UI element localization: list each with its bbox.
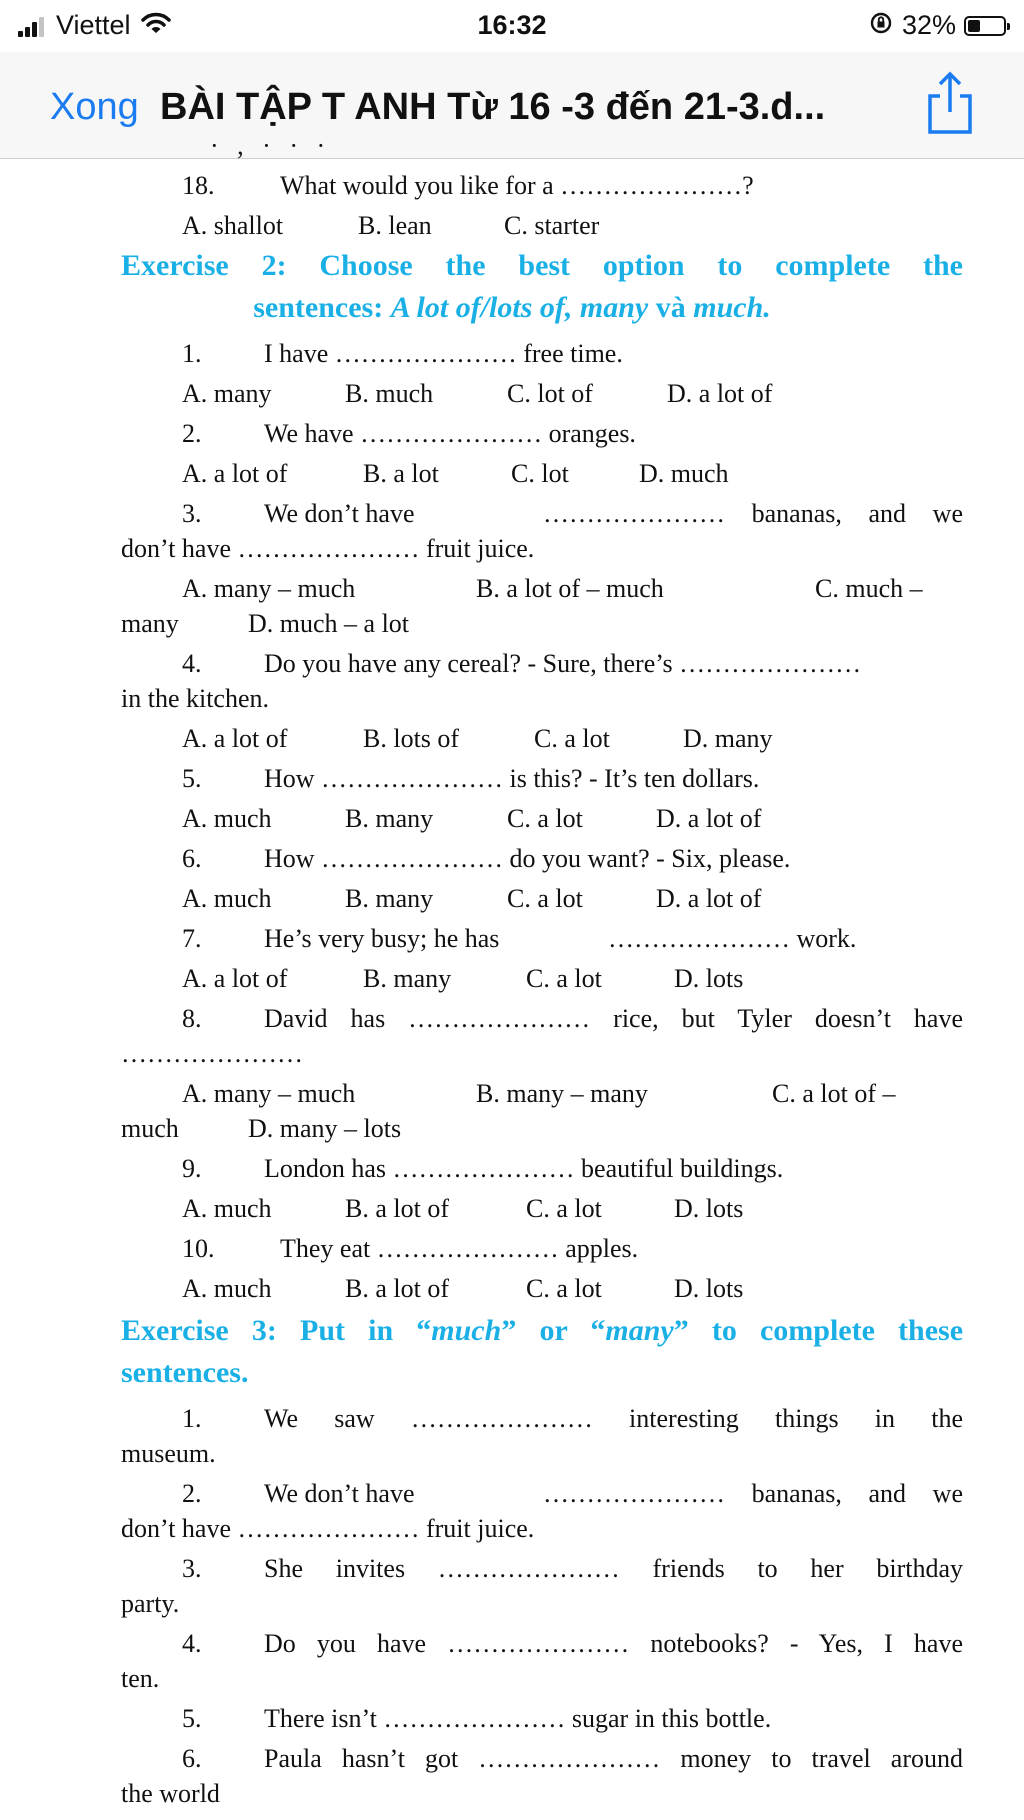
question-text: We don’t have	[264, 499, 415, 528]
option: B. many	[345, 804, 434, 833]
option: D. lots	[674, 1274, 744, 1303]
question-text: Do you have ………………… notebooks? - Yes, I have	[264, 1629, 963, 1658]
battery-percent: 32%	[901, 10, 956, 40]
option: C. a lot	[526, 1274, 602, 1303]
option: B. lots of	[363, 724, 460, 753]
option: A. much	[182, 1194, 272, 1223]
question-text: We don’t have	[264, 1479, 415, 1508]
question-number: 6.	[182, 1744, 202, 1773]
option: C. a lot	[526, 1194, 602, 1223]
option: D. many	[683, 724, 773, 753]
question-number: 3.	[182, 1554, 202, 1583]
option: D. lots	[674, 1194, 744, 1223]
option: A. a lot of	[182, 724, 288, 753]
question-text: ………………… work.	[608, 924, 857, 953]
option: many	[121, 609, 179, 638]
question-text: in the kitchen.	[121, 684, 270, 713]
option: C. a lot	[534, 724, 610, 753]
done-button[interactable]: Xong	[50, 86, 139, 128]
option: C. much –	[815, 574, 923, 603]
option: D. a lot of	[656, 884, 762, 913]
question-text: Do you have any cereal? - Sure, there’s …………………	[264, 649, 862, 678]
option: A. much	[182, 884, 272, 913]
option: B. many – many	[476, 1079, 648, 1108]
question-text: He’s very busy; he has	[264, 924, 500, 953]
option: A. shallot	[182, 211, 284, 240]
question-text: We have ………………… oranges.	[264, 419, 636, 448]
option: A. many – much	[182, 1079, 356, 1108]
option: C. lot	[511, 459, 569, 488]
option: C. a lot	[526, 964, 602, 993]
question-text: the world	[121, 1779, 220, 1808]
option: A. much	[182, 804, 272, 833]
option: D. a lot of	[667, 379, 773, 408]
battery-group	[870, 10, 1006, 41]
question-number: 2.	[182, 1479, 202, 1508]
option: B. many	[345, 884, 434, 913]
option: B. many	[363, 964, 452, 993]
option: B. much	[345, 379, 434, 408]
option: B. a lot of	[345, 1194, 449, 1223]
question-text: ………………… bananas, and we	[543, 1479, 963, 1508]
option: C. a lot	[507, 804, 583, 833]
question-text: David has ………………… rice, but Tyler doesn’t have	[264, 1004, 963, 1033]
question-text: party.	[121, 1589, 180, 1618]
option: D. lots	[674, 964, 744, 993]
option: A. much	[182, 1274, 272, 1303]
option: B. a lot of – much	[476, 574, 664, 603]
option: D. a lot of	[656, 804, 762, 833]
question-text: ………………… bananas, and we	[543, 499, 963, 528]
option: B. a lot of	[345, 1274, 449, 1303]
exercise-2-title: Exercise 2: Choose the best option to complete the	[121, 249, 963, 282]
option: A. a lot of	[182, 459, 288, 488]
option: C. a lot	[507, 884, 583, 913]
question-text: How ………………… is this? - It’s ten dollars.	[264, 764, 760, 793]
option: B. lean	[358, 211, 432, 240]
option: C. a lot of –	[772, 1079, 896, 1108]
carrier-name: Viettel	[56, 10, 131, 40]
question-text: ten.	[121, 1664, 160, 1693]
question-number: 9.	[182, 1154, 202, 1183]
question-number: 4.	[182, 1629, 202, 1658]
question-text: …………………	[121, 1039, 303, 1068]
question-number: 1.	[182, 339, 202, 368]
question-number: 3.	[182, 499, 202, 528]
question-text: How ………………… do you want? - Six, please.	[264, 844, 791, 873]
question-text: don’t have ………………… fruit juice.	[121, 1514, 535, 1543]
question-number: 5.	[182, 764, 202, 793]
status-time: 16:32	[477, 10, 547, 40]
question-number: 18.	[182, 171, 215, 200]
question-text: I have ………………… free time.	[264, 339, 623, 368]
share-icon[interactable]	[924, 70, 976, 136]
question-number: 8.	[182, 1004, 202, 1033]
option: A. many	[182, 379, 272, 408]
rotation-lock-icon	[870, 10, 892, 41]
option: C. lot of	[507, 379, 593, 408]
question-number: 4.	[182, 649, 202, 678]
status-bar	[0, 0, 1024, 52]
question-text: They eat ………………… apples.	[280, 1234, 639, 1263]
question-text: museum.	[121, 1439, 216, 1468]
question-number: 2.	[182, 419, 202, 448]
question-text: She invites ………………… friends to her birthday	[264, 1554, 963, 1583]
question-text: don’t have ………………… fruit juice.	[121, 534, 535, 563]
exercise-3-subtitle: sentences.	[121, 1356, 249, 1389]
question-number: 7.	[182, 924, 202, 953]
option: A. a lot of	[182, 964, 288, 993]
option: D. much	[639, 459, 729, 488]
option: A. many – much	[182, 574, 356, 603]
question-text: Paula hasn’t got ………………… money to travel around	[264, 1744, 963, 1773]
document-title: BÀI TẬP T ANH Từ 16 -3 đến 21-3.d...	[160, 86, 826, 128]
option: D. many – lots	[248, 1114, 402, 1143]
option: B. a lot	[363, 459, 439, 488]
question-text: What would you like for a …………………?	[280, 171, 754, 200]
question-number: 6.	[182, 844, 202, 873]
option: C. starter	[504, 211, 600, 240]
question-text: London has ………………… beautiful buildings.	[264, 1154, 784, 1183]
question-number: 10.	[182, 1234, 215, 1263]
question-text: There isn’t ………………… sugar in this bottle.	[264, 1704, 772, 1733]
question-number: 1.	[182, 1404, 202, 1433]
question-number: 5.	[182, 1704, 202, 1733]
option: much	[121, 1114, 179, 1143]
option: D. much – a lot	[248, 609, 410, 638]
partial-line: · , · · ·	[210, 131, 332, 160]
question-text: We saw ………………… interesting things in the	[264, 1404, 963, 1433]
exercise-2-subtitle: sentences: A lot of/lots of, many và much.	[253, 291, 771, 324]
battery-icon	[964, 16, 1006, 36]
document-body[interactable]	[0, 131, 1024, 1820]
exercise-3-title: Exercise 3: Put in “much” or “many” to complete these	[121, 1314, 964, 1347]
